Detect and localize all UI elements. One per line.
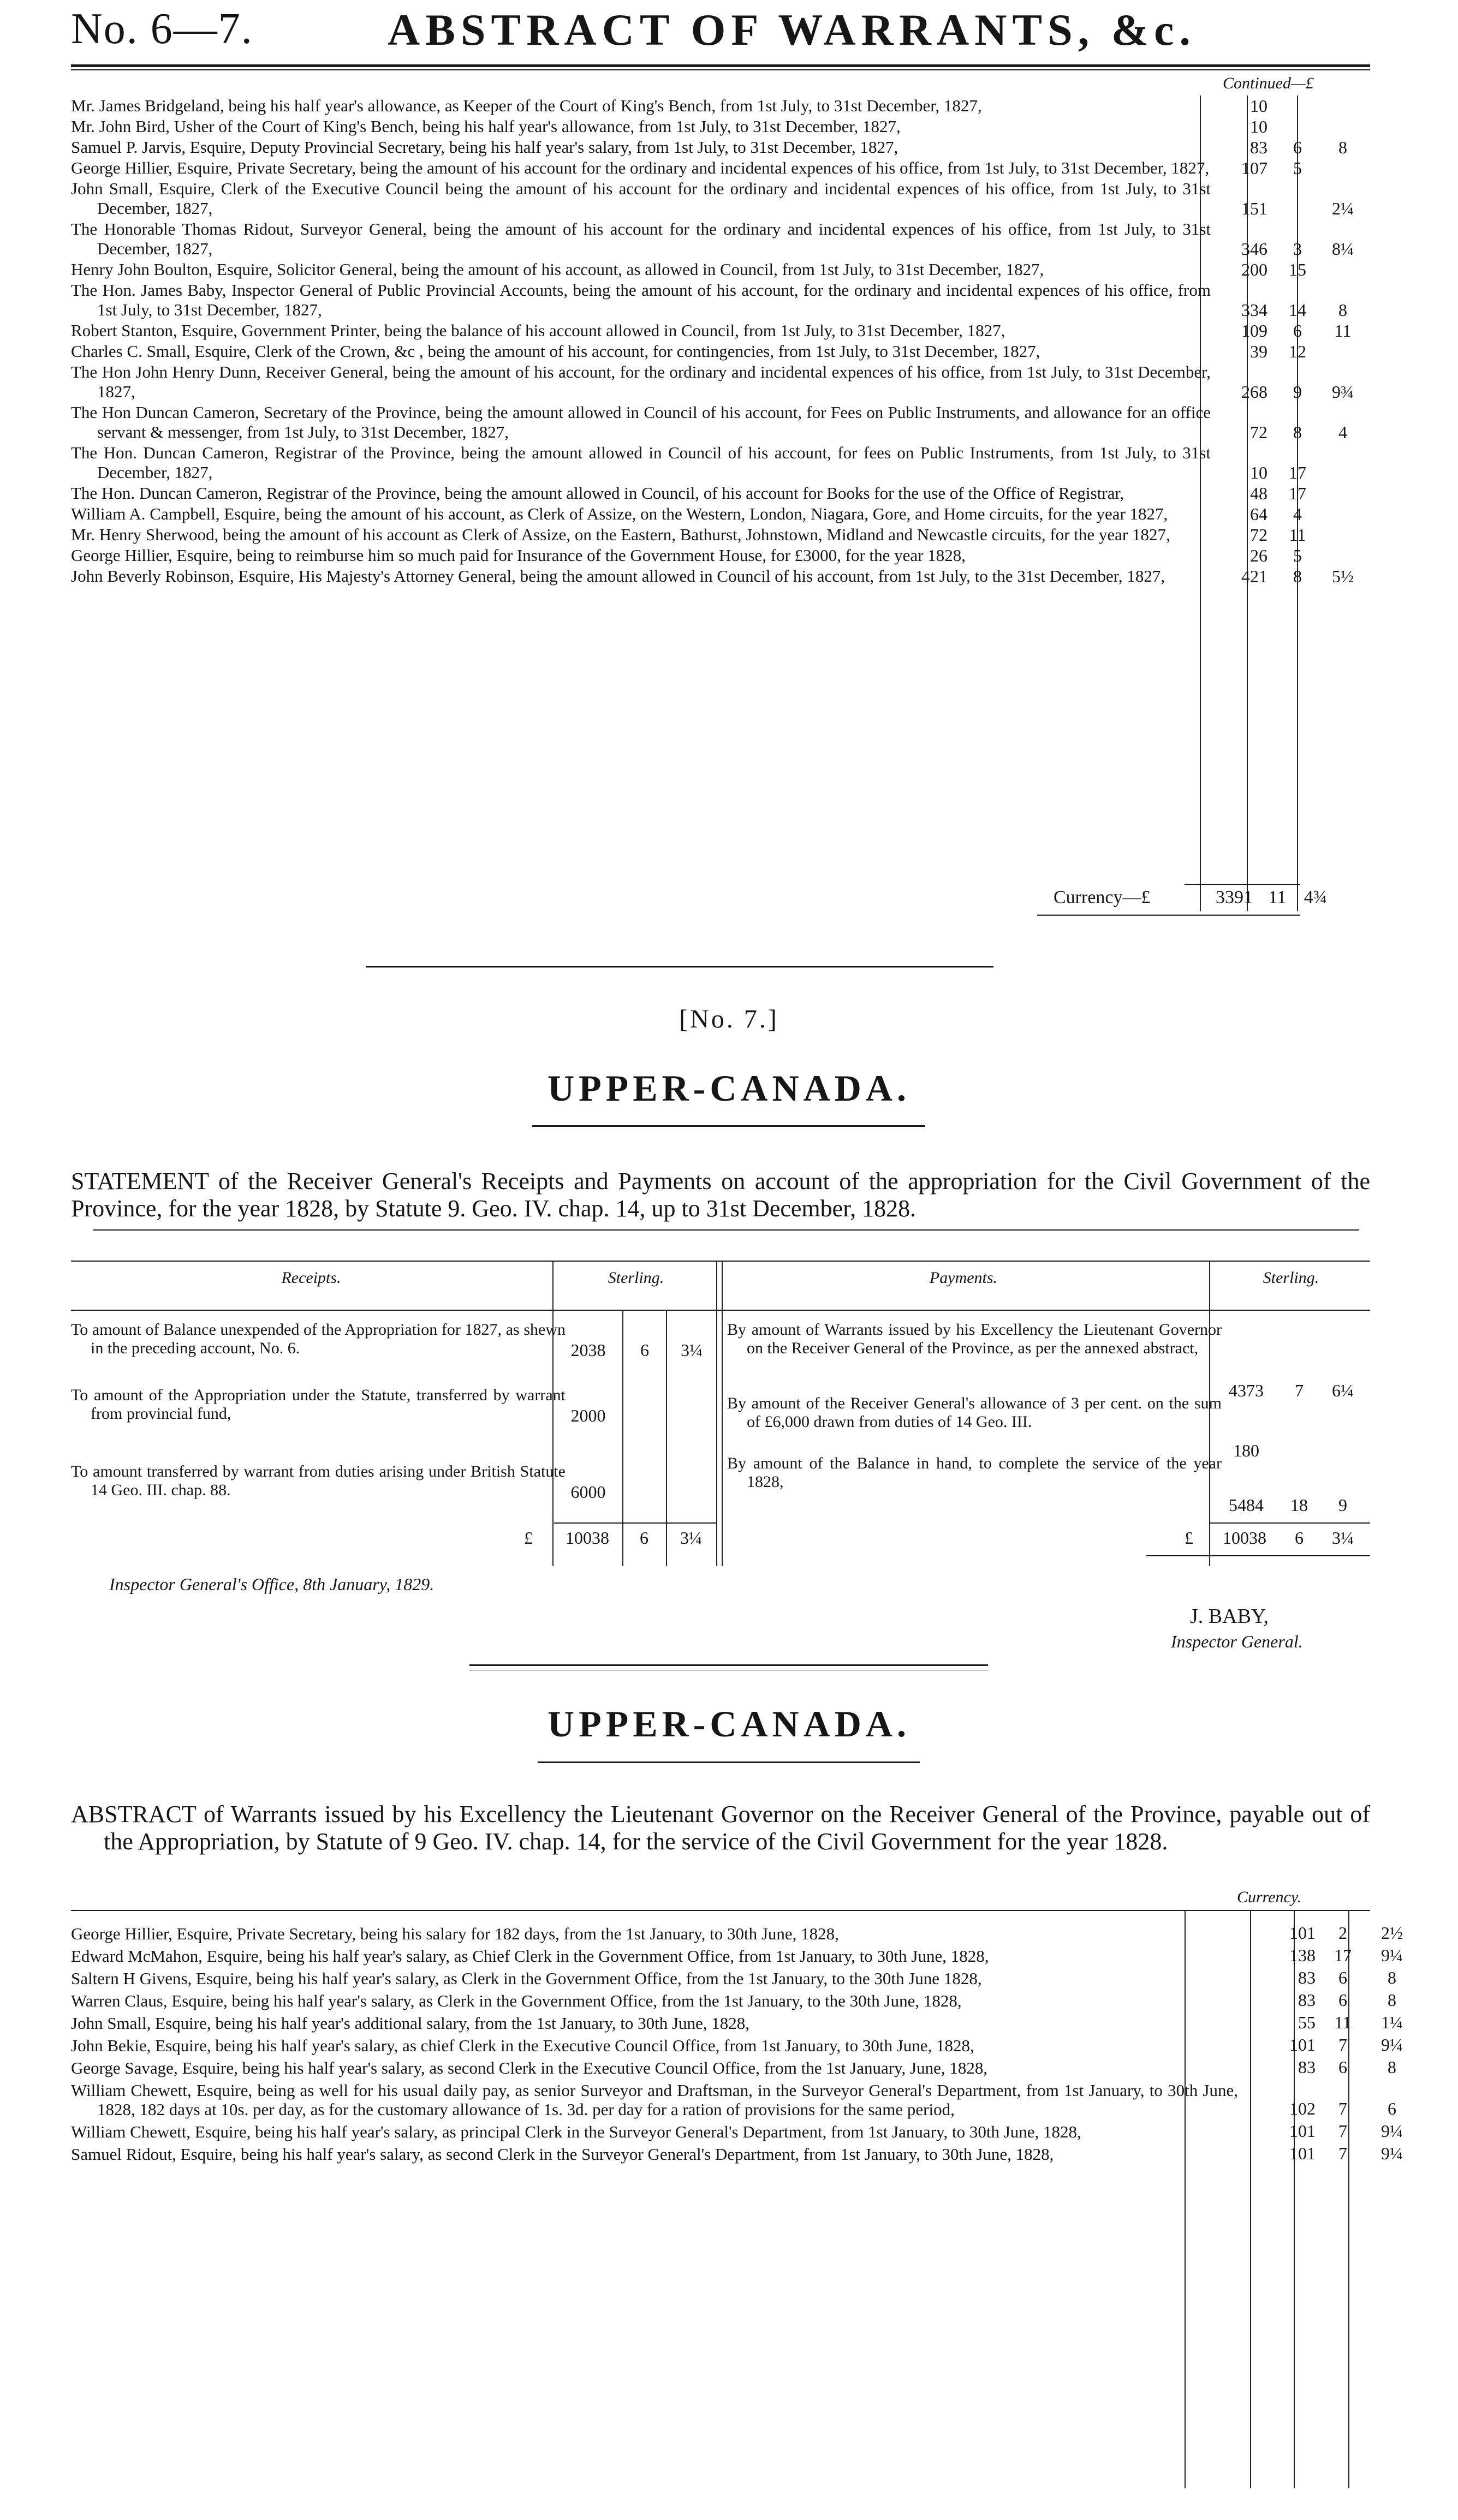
warrant-pounds: 48 <box>1250 483 1267 503</box>
warrant-shillings: 17 <box>1289 483 1306 503</box>
abstract-pounds: 101 <box>1289 2121 1316 2141</box>
abstract-row <box>71 1968 1396 1988</box>
total-rule <box>1185 884 1300 885</box>
receipts-total-pence: 3¼ <box>680 1528 702 1548</box>
signature-title: Inspector General. <box>1171 1632 1303 1651</box>
receipt-shillings: 6 <box>640 1340 649 1360</box>
receipt-pounds: 2000 <box>570 1406 606 1425</box>
currency-total-pounds: 3391 <box>1216 887 1253 907</box>
warrant-shillings: 8 <box>1293 422 1302 442</box>
abstract-pence: 9¼ <box>1381 2143 1403 2163</box>
warrants-list <box>71 96 1354 587</box>
warrant-pence <box>1321 463 1365 482</box>
payments-heading: Payments. <box>929 1269 998 1287</box>
payments-total-pence: 3¼ <box>1332 1528 1354 1548</box>
abstract-pounds: 138 <box>1289 1945 1316 1965</box>
warrant-pounds: 268 <box>1241 382 1267 402</box>
warrant-text: John Small, Esquire, Clerk of the Executive Council being the amount of his account for the ordinary and incidental expences of his office, from 1st July, to 31st December, 1827, <box>71 179 1211 218</box>
warrant-shillings: 9 <box>1293 382 1302 402</box>
warrant-shillings <box>1278 117 1317 136</box>
column-rule <box>1250 1910 1251 2488</box>
abstract-row <box>71 2081 1396 2119</box>
warrant-text: Mr. John Bird, Usher of the Court of King's Bench, being his half year's allowance, from 1st July, to 31st December, 1827, <box>71 117 901 136</box>
abstract-row <box>71 2013 1403 2033</box>
warrant-pence: 2¼ <box>1332 199 1354 218</box>
payment-text: By amount of the Receiver General's allowance of 3 per cent. on the sum of £6,000 drawn from duties of 14 Geo. III. <box>727 1394 1222 1431</box>
warrant-text: The Hon. Duncan Cameron, Registrar of the Province, being the amount allowed in Council of his account, for fees on Public Instruments, from 1st July, to 31st December, 1827, <box>71 443 1211 482</box>
warrant-row <box>71 321 1352 341</box>
warrant-row <box>71 219 1354 259</box>
abstract-shillings: 7 <box>1338 2143 1347 2163</box>
payments-total-pounds: 10038 <box>1223 1528 1266 1548</box>
warrant-shillings: 8 <box>1293 566 1302 586</box>
warrant-pence <box>1321 158 1365 178</box>
section-divider <box>366 966 993 968</box>
abstract-pence: 9¼ <box>1381 2121 1403 2141</box>
warrant-text: Henry John Boulton, Esquire, Solicitor General, being the amount of his account, as allowed in Council, from 1st July, to 31st December, 1827, <box>71 260 1044 279</box>
payment-pounds: 4373 <box>1229 1381 1264 1400</box>
warrant-shillings: 5 <box>1293 158 1302 178</box>
payment-text: By amount of Warrants issued by his Excellency the Lieutenant Governor on the Receiver General of the Province, as per the annexed abstract, <box>727 1321 1222 1357</box>
warrant-pounds: 10 <box>1250 96 1267 116</box>
abstract-pounds: 101 <box>1289 1923 1316 1943</box>
abstract-pence: 2½ <box>1381 1923 1403 1943</box>
warrant-text: The Hon John Henry Dunn, Receiver General, being the amount of his account, for the ordinary and incidental expences of his office, from 1st July, to 31st December, 1827, <box>71 362 1211 401</box>
warrant-row <box>71 342 1306 361</box>
table-top-rule <box>71 1261 1370 1262</box>
abstract-text: William Chewett, Esquire, being as well for his usual daily pay, as senior Surveyor and Draftsman, in the Surveyor General's Department, from 1st January, to 30th June, 1828, 182 days at 10s. per day, as for the customary allowance of 1s. 3d. per day for a ration of provisions for the same period, <box>71 2081 1238 2119</box>
payment-pounds: 180 <box>1233 1441 1259 1460</box>
continued-label: Continued—£ <box>1223 74 1314 92</box>
warrant-row <box>71 179 1354 218</box>
payment-shillings: 18 <box>1290 1495 1308 1515</box>
abstract-pence: 8 <box>1388 2057 1396 2077</box>
page-number: No. 6—7. <box>71 5 253 53</box>
abstract-text: Warren Claus, Esquire, being his half year's salary, as Clerk in the Government Office, from the 1st January, to the 30th June, 1828, <box>71 1991 962 2010</box>
warrant-pence <box>1321 96 1365 116</box>
currency-total-shillings: 11 <box>1268 887 1287 907</box>
abstract-shillings: 2 <box>1338 1923 1347 1943</box>
payment-pence: 9 <box>1338 1495 1347 1515</box>
abstract-shillings: 6 <box>1338 1990 1347 2010</box>
warrant-pounds: 83 <box>1250 138 1267 157</box>
warrant-pounds: 107 <box>1241 158 1267 178</box>
table-divider <box>716 1261 717 1566</box>
payment-shillings: 7 <box>1295 1381 1304 1400</box>
abstract-shillings: 17 <box>1334 1945 1352 1965</box>
abstract-pence: 8 <box>1388 1990 1396 2010</box>
payment-pounds: 5484 <box>1229 1495 1264 1515</box>
receipt-text: To amount of the Appropriation under the Statute, transferred by warrant from provincial fund, <box>71 1386 566 1423</box>
warrant-pounds: 10 <box>1250 463 1267 482</box>
head-rule <box>71 64 1370 67</box>
abstract-pounds: 102 <box>1289 2099 1316 2118</box>
warrant-row <box>71 96 1267 116</box>
warrant-shillings <box>1278 199 1317 218</box>
warrant-pence <box>1321 525 1365 545</box>
warrant-pence <box>1321 546 1365 565</box>
abstract-pounds: 101 <box>1289 2143 1316 2163</box>
warrant-pounds: 10 <box>1250 117 1267 136</box>
payments-total-shillings: 6 <box>1295 1528 1304 1548</box>
page-title: ABSTRACT OF WARRANTS, &c. <box>388 5 1196 55</box>
warrant-row <box>71 260 1306 279</box>
warrant-text: William A. Campbell, Esquire, being the amount of his account, as Clerk of Assize, on the Western, London, Niagara, Gore, and Home circuits, for the year 1827, <box>71 504 1168 523</box>
receipt-text: To amount of Balance unexpended of the Appropriation for 1827, as shewn in the preceding account, No. 6. <box>71 1321 566 1357</box>
receipts-total-shillings: 6 <box>640 1528 648 1548</box>
abstract-row <box>71 2035 1403 2055</box>
abstract-text: Samuel Ridout, Esquire, being his half year's salary, as second Clerk in the Surveyor General's Department, from 1st January, to 30th June, 1828, <box>71 2145 1054 2164</box>
warrant-row <box>71 117 1267 136</box>
warrant-shillings: 6 <box>1293 321 1302 341</box>
running-head <box>71 4 1370 64</box>
warrant-pounds: 109 <box>1241 321 1267 341</box>
warrant-shillings: 14 <box>1289 300 1306 320</box>
payment-pence: 6¼ <box>1332 1381 1354 1400</box>
abstract-text: John Bekie, Esquire, being his half year's salary, as chief Clerk in the Executive Council Office, from 1st January, to 30th June, 1828, <box>71 2036 974 2055</box>
abstract-text: Saltern H Givens, Esquire, being his half year's salary, as Clerk in the Government Office, from the 1st January, to the 30th June 1828, <box>71 1969 982 1988</box>
warrant-shillings: 3 <box>1293 239 1302 259</box>
warrant-row <box>71 566 1354 586</box>
head-rule-thin <box>71 69 1370 70</box>
abstract-pounds: 83 <box>1298 1990 1316 2010</box>
receipts-total-pounds: 10038 <box>566 1528 609 1548</box>
warrant-pence <box>1321 342 1365 361</box>
abstract-row <box>71 2057 1396 2077</box>
warrant-pence: 9¾ <box>1332 382 1354 402</box>
warrant-text: George Hillier, Esquire, being to reimburse him so much paid for Insurance of the Government House, for £3000, for the year 1828, <box>71 546 966 565</box>
warrant-shillings: 17 <box>1289 463 1306 482</box>
warrant-pence <box>1321 483 1365 503</box>
warrant-row <box>71 403 1347 442</box>
abstract-intro: ABSTRACT of Warrants issued by his Excellency the Lieutenant Governor on the Receiver General of the Province, payable out of the Appropriation, by Statute of 9 Geo. IV. chap. 14, for the service of the Civil Government for the year 1828. <box>71 1801 1370 1855</box>
payments-total-rule <box>1209 1522 1370 1524</box>
warrant-row <box>71 525 1306 545</box>
warrant-pounds: 334 <box>1241 300 1267 320</box>
payments-total-underline <box>1146 1555 1370 1556</box>
warrant-shillings: 4 <box>1293 504 1302 524</box>
abstract-row <box>71 2143 1403 2164</box>
section-number: [No. 7.] <box>679 1005 779 1034</box>
warrant-row <box>71 280 1347 320</box>
abstract-row <box>71 1990 1396 2010</box>
abstract-text: Edward McMahon, Esquire, being his half year's salary, as Chief Clerk in the Government Office, from 1st January, to 30th June, 1828, <box>71 1946 989 1966</box>
abstract-shillings: 7 <box>1338 2121 1347 2141</box>
abstract-shillings: 11 <box>1334 2013 1352 2032</box>
currency-total <box>1054 887 1328 911</box>
warrant-pence: 8 <box>1338 300 1347 320</box>
warrant-pence <box>1321 504 1365 524</box>
title-underline <box>532 1125 925 1127</box>
warrant-text: The Hon. James Baby, Inspector General of Public Provincial Accounts, being the amount of his account, for the ordinary and incidental expences of his office, from 1st July, to 31st December, 1827, <box>71 280 1211 319</box>
warrant-pounds: 72 <box>1250 525 1267 545</box>
abstract-pounds: 83 <box>1298 2057 1316 2077</box>
abstract-list <box>71 1923 1403 2167</box>
warrant-text: Mr. James Bridgeland, being his half year's allowance, as Keeper of the Court of King's Bench, from 1st July, to 31st December, 1827, <box>71 96 982 115</box>
statement-title: UPPER-CANADA. <box>548 1067 910 1109</box>
warrant-text: George Hillier, Esquire, Private Secretary, being the amount of his account for the ordinary and incidental expences of his office, from 1st July, to 31st December, 1827, <box>71 158 1210 177</box>
intro-underline <box>93 1229 1359 1231</box>
receipts-heading: Receipts. <box>281 1269 341 1287</box>
currency-heading: Currency. <box>1236 1888 1302 1906</box>
abstract-text: George Hillier, Esquire, Private Secretary, being his salary for 182 days, from the 1st January, to 30th June, 1828, <box>71 1924 839 1943</box>
abstract-title: UPPER-CANADA. <box>548 1703 910 1745</box>
warrant-pounds: 26 <box>1250 546 1267 565</box>
currency-total-pence: 4¾ <box>1304 887 1328 907</box>
abstract-text: George Savage, Esquire, being his half year's salary, as second Clerk in the Executive Council Office, from the 1st January, June, 1828, <box>71 2058 988 2077</box>
warrant-shillings: 15 <box>1289 260 1306 279</box>
payment-text: By amount of the Balance in hand, to complete the service of the year 1828, <box>727 1454 1222 1491</box>
abstract-shillings: 6 <box>1338 2057 1347 2077</box>
abstract-shillings: 7 <box>1338 2099 1347 2118</box>
table-divider <box>722 1261 723 1566</box>
abstract-row <box>71 2121 1403 2141</box>
abstract-pence: 9¼ <box>1381 2035 1403 2055</box>
abstract-pounds: 101 <box>1289 2035 1316 2055</box>
abstract-text: John Small, Esquire, being his half year's additional salary, from the 1st January, to 30th June, 1828, <box>71 2014 750 2033</box>
signature: J. BABY, <box>1190 1605 1269 1628</box>
warrant-pounds: 64 <box>1250 504 1267 524</box>
warrant-pence: 11 <box>1334 321 1352 341</box>
payments-total-label: £ <box>1185 1528 1193 1548</box>
total-rule-under <box>1037 915 1300 916</box>
receipt-pounds: 6000 <box>570 1482 606 1502</box>
abstract-pounds: 55 <box>1298 2013 1316 2032</box>
warrant-row <box>71 483 1306 503</box>
payments-total <box>1157 1528 1370 1552</box>
warrant-text: The Hon Duncan Cameron, Secretary of the Province, being the amount allowed in Council of his account, for Fees on Public Instruments, and allowance for an office servant & messenger, from 1st July, to 31st December, 1827, <box>71 403 1211 441</box>
warrant-pence <box>1321 117 1365 136</box>
warrant-row <box>71 504 1302 524</box>
warrant-pence: 4 <box>1338 422 1347 442</box>
warrant-shillings: 5 <box>1293 546 1302 565</box>
warrant-pounds: 421 <box>1241 566 1267 586</box>
warrant-shillings: 6 <box>1293 138 1302 157</box>
receipt-pounds: 2038 <box>570 1340 606 1360</box>
warrant-pence <box>1321 260 1365 279</box>
warrant-pounds: 72 <box>1250 422 1267 442</box>
receipts-sterling-heading: Sterling. <box>608 1269 664 1287</box>
warrant-pounds: 39 <box>1250 342 1267 361</box>
abstract-pence: 6 <box>1388 2099 1396 2118</box>
receipts-total <box>491 1528 721 1552</box>
warrant-pence: 5½ <box>1332 566 1354 586</box>
abstract-shillings: 6 <box>1338 1968 1347 1987</box>
abstract-pence: 1¼ <box>1381 2013 1403 2032</box>
warrant-pounds: 346 <box>1241 239 1267 259</box>
table-head-rule <box>71 1310 1370 1311</box>
warrant-text: Robert Stanton, Esquire, Government Printer, being the balance of his account allowed in Council, from 1st July, to 31st December, 1827, <box>71 321 1005 340</box>
warrant-text: John Beverly Robinson, Esquire, His Majesty's Attorney General, being the amount allowed in Council of his account, from 1st July, to the 31st December, 1827, <box>71 566 1165 586</box>
warrant-pounds: 200 <box>1241 260 1267 279</box>
receipt-pence: 3¼ <box>681 1340 703 1360</box>
warrant-row <box>71 443 1306 482</box>
warrant-shillings <box>1278 96 1317 116</box>
warrant-shillings: 11 <box>1289 525 1306 545</box>
warrant-text: Mr. Henry Sherwood, being the amount of his account as Clerk of Assize, on the Eastern, Bathurst, Johnstown, Midland and Newcastle circuits, for the year 1827, <box>71 525 1170 544</box>
section-divider-2 <box>469 1664 988 1666</box>
currency-total-label: Currency—£ <box>1054 887 1151 907</box>
warrant-pence: 8¼ <box>1332 239 1354 259</box>
abstract-row <box>71 1923 1403 1943</box>
abstract-text: William Chewett, Esquire, being his half year's salary, as principal Clerk in the Surveyor General's Department, from 1st January, to 30th June, 1828, <box>71 2122 1081 2141</box>
warrant-pence: 8 <box>1338 138 1347 157</box>
abstract-table-rule <box>71 1910 1370 1911</box>
payments-sterling-heading: Sterling. <box>1263 1269 1319 1287</box>
abstract-pence: 9¼ <box>1381 1945 1403 1965</box>
warrant-text: Charles C. Small, Esquire, Clerk of the Crown, &c , being the amount of his account, for contingencies, from 1st July, to 31st December, 1827, <box>71 342 1040 361</box>
receipts-total-label: £ <box>524 1528 533 1548</box>
warrant-row <box>71 546 1302 565</box>
warrant-text: Samuel P. Jarvis, Esquire, Deputy Provincial Secretary, being his half year's salary, from 1st July, to 31st December, 1827, <box>71 138 898 157</box>
statement-intro: STATEMENT of the Receiver General's Receipts and Payments on account of the appropriation for the Civil Government of the Province, for the year 1828, by Statute 9. Geo. IV. chap. 14, up to 31st December, 1828. <box>71 1168 1370 1222</box>
receipts-total-rule <box>554 1522 716 1524</box>
warrant-row <box>71 138 1347 157</box>
warrant-pounds: 151 <box>1241 199 1267 218</box>
abstract-row <box>71 1945 1403 1966</box>
abstract-pounds: 83 <box>1298 1968 1316 1987</box>
warrant-text: The Hon. Duncan Cameron, Registrar of the Province, being the amount allowed in Council, of his account for Books for the use of the Office of Registrar, <box>71 483 1124 503</box>
office-dateline: Inspector General's Office, 8th January, 1829. <box>109 1574 435 1594</box>
abstract-pence: 8 <box>1388 1968 1396 1987</box>
warrant-row <box>71 362 1354 402</box>
receipt-text: To amount transferred by warrant from duties arising under British Statute 14 Geo. III. chap. 88. <box>71 1462 566 1499</box>
warrant-row <box>71 158 1302 178</box>
abstract-shillings: 7 <box>1338 2035 1347 2055</box>
warrant-text: The Honorable Thomas Ridout, Surveyor General, being the amount of his account for the ordinary and incidental expences of his office, from 1st July, to 31st December, 1827, <box>71 219 1211 258</box>
warrant-shillings: 12 <box>1289 342 1306 361</box>
abstract-title-underline <box>538 1761 920 1763</box>
